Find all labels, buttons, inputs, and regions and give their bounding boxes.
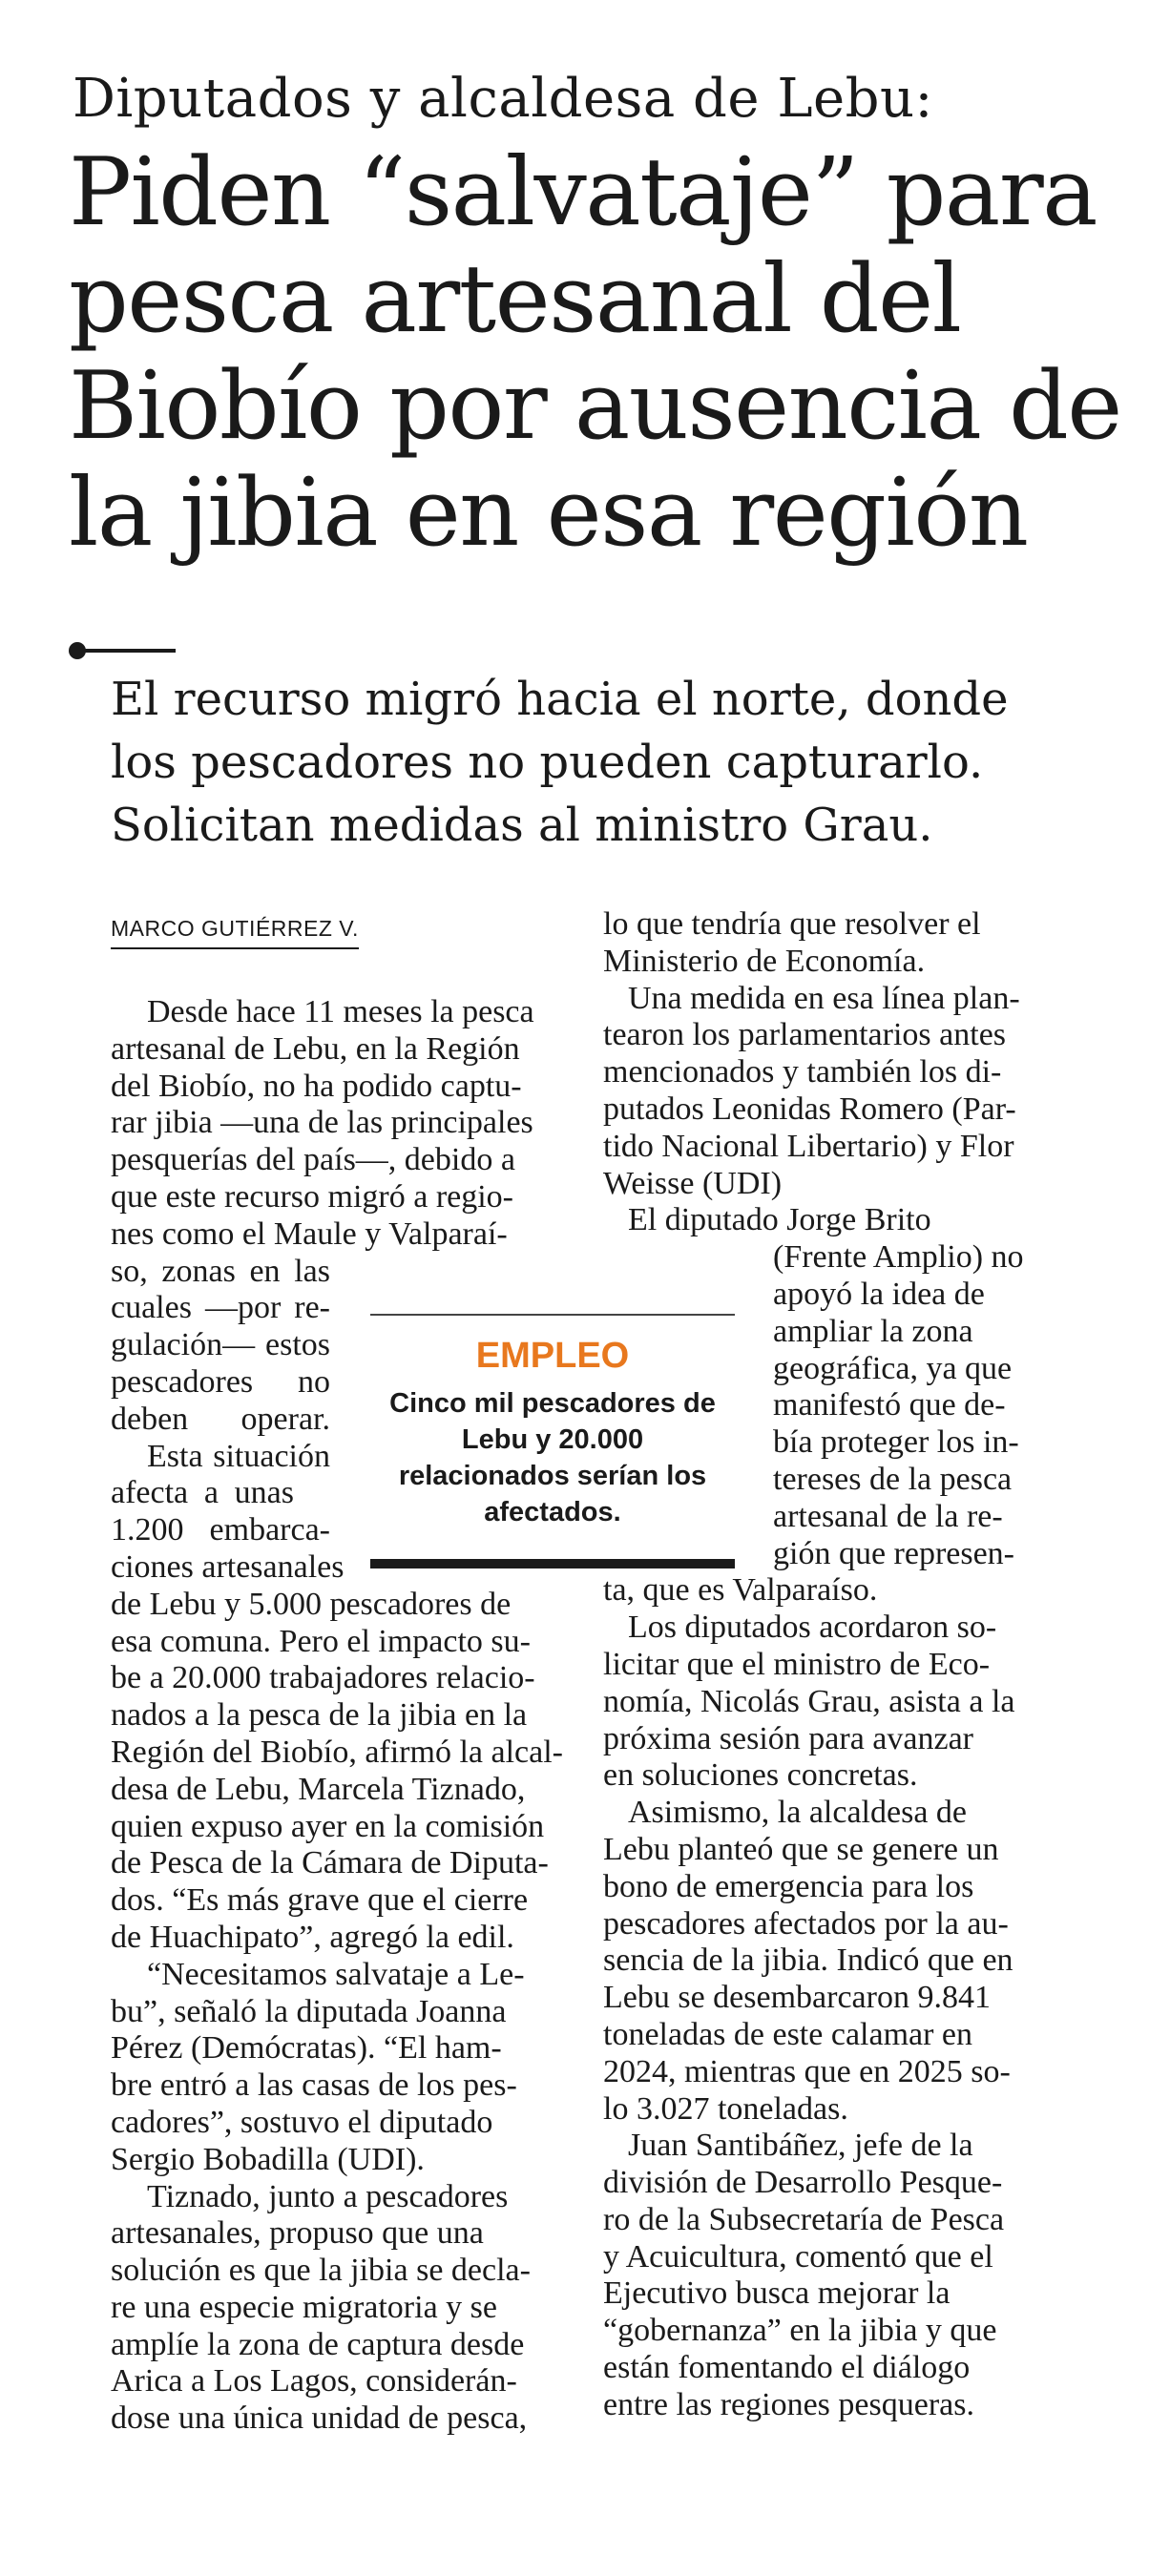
body-line: de Pesca de la Cámara de Diputa-	[111, 1845, 549, 1881]
body-line: deben operar.	[111, 1401, 330, 1437]
body-line: re una especie migratoria y se	[111, 2289, 497, 2325]
body-line: próxima sesión para avanzar	[603, 1720, 973, 1756]
body-line: 2024, mientras que en 2025 so-	[603, 2053, 1011, 2089]
body-line: pescadores afectados por la au-	[603, 1905, 1009, 1942]
body-line: entre las regiones pesqueras.	[603, 2386, 974, 2422]
body-line: manifestó que de-	[773, 1387, 1006, 1423]
body-line: nomía, Nicolás Grau, asista a la	[603, 1683, 1015, 1719]
rule-divider	[84, 649, 176, 653]
headline-line: Piden “salvataje” para	[69, 138, 1097, 247]
headline	[69, 139, 1128, 567]
body-line: ta, que es Valparaíso.	[603, 1572, 878, 1609]
sidebar-title: EMPLEO	[475, 1336, 630, 1376]
body-line: amplíe la zona de captura desde	[111, 2326, 525, 2362]
body-line: Tiznado, junto a pescadores	[147, 2178, 509, 2214]
body-line: bono de emergencia para los	[603, 1868, 974, 1904]
body-line: desa de Lebu, Marcela Tiznado,	[111, 1771, 526, 1807]
body-line: cadores”, sostuvo el diputado	[111, 2104, 493, 2140]
body-line: tido Nacional Libertario) y Flor	[603, 1128, 1014, 1164]
body-line: cuales —por re-	[111, 1290, 330, 1326]
body-line: Lebu planteó que se genere un	[603, 1831, 999, 1867]
body-column-1	[111, 994, 603, 2438]
body-line: esa comuna. Pero el impacto su-	[111, 1623, 531, 1659]
body-line: nes como el Maule y Valparaí-	[111, 1215, 508, 1252]
body-line: quien expuso ayer en la comisión	[111, 1808, 545, 1844]
body-line: Región del Biobío, afirmó la alcal-	[111, 1734, 563, 1770]
body-line: artesanal de Lebu, en la Región	[111, 1030, 520, 1067]
body-line: Ministerio de Economía.	[603, 943, 926, 979]
body-line: toneladas de este calamar en	[603, 2016, 973, 2052]
body-line: en soluciones concretas.	[603, 1757, 918, 1794]
body-line: y Acuicultura, comentó que el	[603, 2238, 993, 2275]
body-line: Esta situación	[147, 1438, 330, 1474]
body-line: “gobernanza” en la jibia y que	[603, 2313, 997, 2349]
body-line: tearon los parlamentarios antes	[603, 1017, 1007, 1053]
sidebar-top-rule	[370, 1314, 735, 1316]
headline-line: pesca artesanal del	[69, 245, 961, 354]
body-line: pesquerías del país—, debido a	[111, 1142, 515, 1178]
body-line: Pérez (Demócratas). “El ham-	[111, 2030, 502, 2067]
sidebar-text-line: afectados.	[484, 1497, 621, 1527]
body-line: ampliar la zona	[773, 1313, 973, 1349]
body-line: Asimismo, la alcaldesa de	[628, 1795, 968, 1831]
dek-line: Solicitan medidas al ministro Grau.	[111, 799, 933, 852]
body-line: Desde hace 11 meses la pesca	[147, 994, 534, 1029]
body-line: ro de la Subsecretaría de Pesca	[603, 2201, 1005, 2237]
body-line: Juan Santibáñez, jefe de la	[628, 2128, 973, 2164]
body-line: putados Leonidas Romero (Par-	[603, 1091, 1016, 1127]
byline: MARCO GUTIÉRREZ V.	[111, 916, 359, 949]
body-line: están fomentando el diálogo	[603, 2350, 971, 2386]
body-line: nados a la pesca de la jibia en la	[111, 1697, 528, 1734]
body-line: artesanales, propuso que una	[111, 2215, 484, 2252]
headline-line: la jibia en esa región	[69, 459, 1028, 568]
body-line: Lebu se desembarcaron 9.841	[603, 1980, 991, 2016]
body-line: apoyó la idea de	[773, 1276, 985, 1312]
body-line: 1.200 embarca-	[111, 1512, 330, 1548]
sidebar-text-line: Lebu y 20.000	[461, 1424, 644, 1455]
body-line: be a 20.000 trabajadores relacio-	[111, 1660, 535, 1696]
dek	[111, 668, 1122, 857]
body-line: de Huachipato”, agregó la edil.	[111, 1919, 514, 1955]
kicker: Diputados y alcaldesa de Lebu:	[73, 68, 933, 130]
body-line: tereses de la pesca	[773, 1461, 1013, 1497]
body-line: artesanal de la re-	[773, 1498, 1003, 1534]
body-line: bía proteger los in-	[773, 1424, 1019, 1461]
body-line: bre entró a las casas de los pes-	[111, 2067, 517, 2104]
body-line: lo 3.027 toneladas.	[603, 2090, 848, 2127]
sidebar-bottom-rule	[370, 1559, 735, 1568]
dek-line: El recurso migró hacia el norte, donde	[111, 673, 1009, 726]
body-line: geográfica, ya que	[773, 1350, 1013, 1386]
body-line: rar jibia —una de las principales	[111, 1105, 533, 1141]
body-line: Una medida en esa línea plan-	[628, 980, 1020, 1016]
body-line: ciones artesanales	[111, 1548, 345, 1585]
body-line: de Lebu y 5.000 pescadores de	[111, 1586, 512, 1622]
body-line: Los diputados acordaron so-	[628, 1610, 997, 1646]
body-line: solución es que la jibia se decla-	[111, 2253, 531, 2289]
body-line: Sergio Bobadilla (UDI).	[111, 2141, 425, 2177]
body-line: pescadores no	[111, 1363, 330, 1400]
body-line: mencionados y también los di-	[603, 1054, 1002, 1091]
body-line: licitar que el ministro de Eco-	[603, 1646, 991, 1682]
body-line: dos. “Es más grave que el cierre	[111, 1882, 529, 1919]
dek-line: los pescadores no pueden capturarlo.	[111, 736, 984, 789]
body-line: del Biobío, no ha podido captu-	[111, 1068, 522, 1104]
body-line: división de Desarrollo Pesque-	[603, 2165, 1003, 2201]
sidebar-text-line: Cinco mil pescadores de	[389, 1388, 716, 1419]
body-line: bu”, señaló la diputada Joanna	[111, 1993, 507, 2029]
sidebar-text-line: relacionados serían los	[398, 1461, 707, 1491]
body-line: lo que tendría que resolver el	[603, 906, 981, 942]
headline-line: Biobío por ausencia de	[69, 352, 1121, 461]
body-line: El diputado Jorge Brito	[628, 1202, 931, 1238]
body-line: so, zonas en las	[111, 1253, 330, 1289]
sidebar-text	[370, 1385, 735, 1530]
body-line: Arica a Los Lagos, considerán-	[111, 2363, 517, 2399]
body-line: gulación— estos	[111, 1327, 330, 1363]
body-line: sencia de la jibia. Indicó que en	[603, 1942, 1013, 1979]
body-line: “Necesitamos salvataje a Le-	[147, 1956, 525, 1992]
body-line: gión que represen-	[773, 1535, 1015, 1571]
body-line: afecta a unas	[111, 1475, 294, 1511]
body-column-2	[603, 906, 1126, 2424]
body-line: dose una única unidad de pesca,	[111, 2400, 528, 2437]
body-line: Ejecutivo busca mejorar la	[603, 2275, 951, 2312]
body-line: que este recurso migró a regio-	[111, 1178, 513, 1215]
body-line: Weisse (UDI)	[603, 1165, 783, 1201]
body-line: (Frente Amplio) no	[773, 1239, 1024, 1276]
